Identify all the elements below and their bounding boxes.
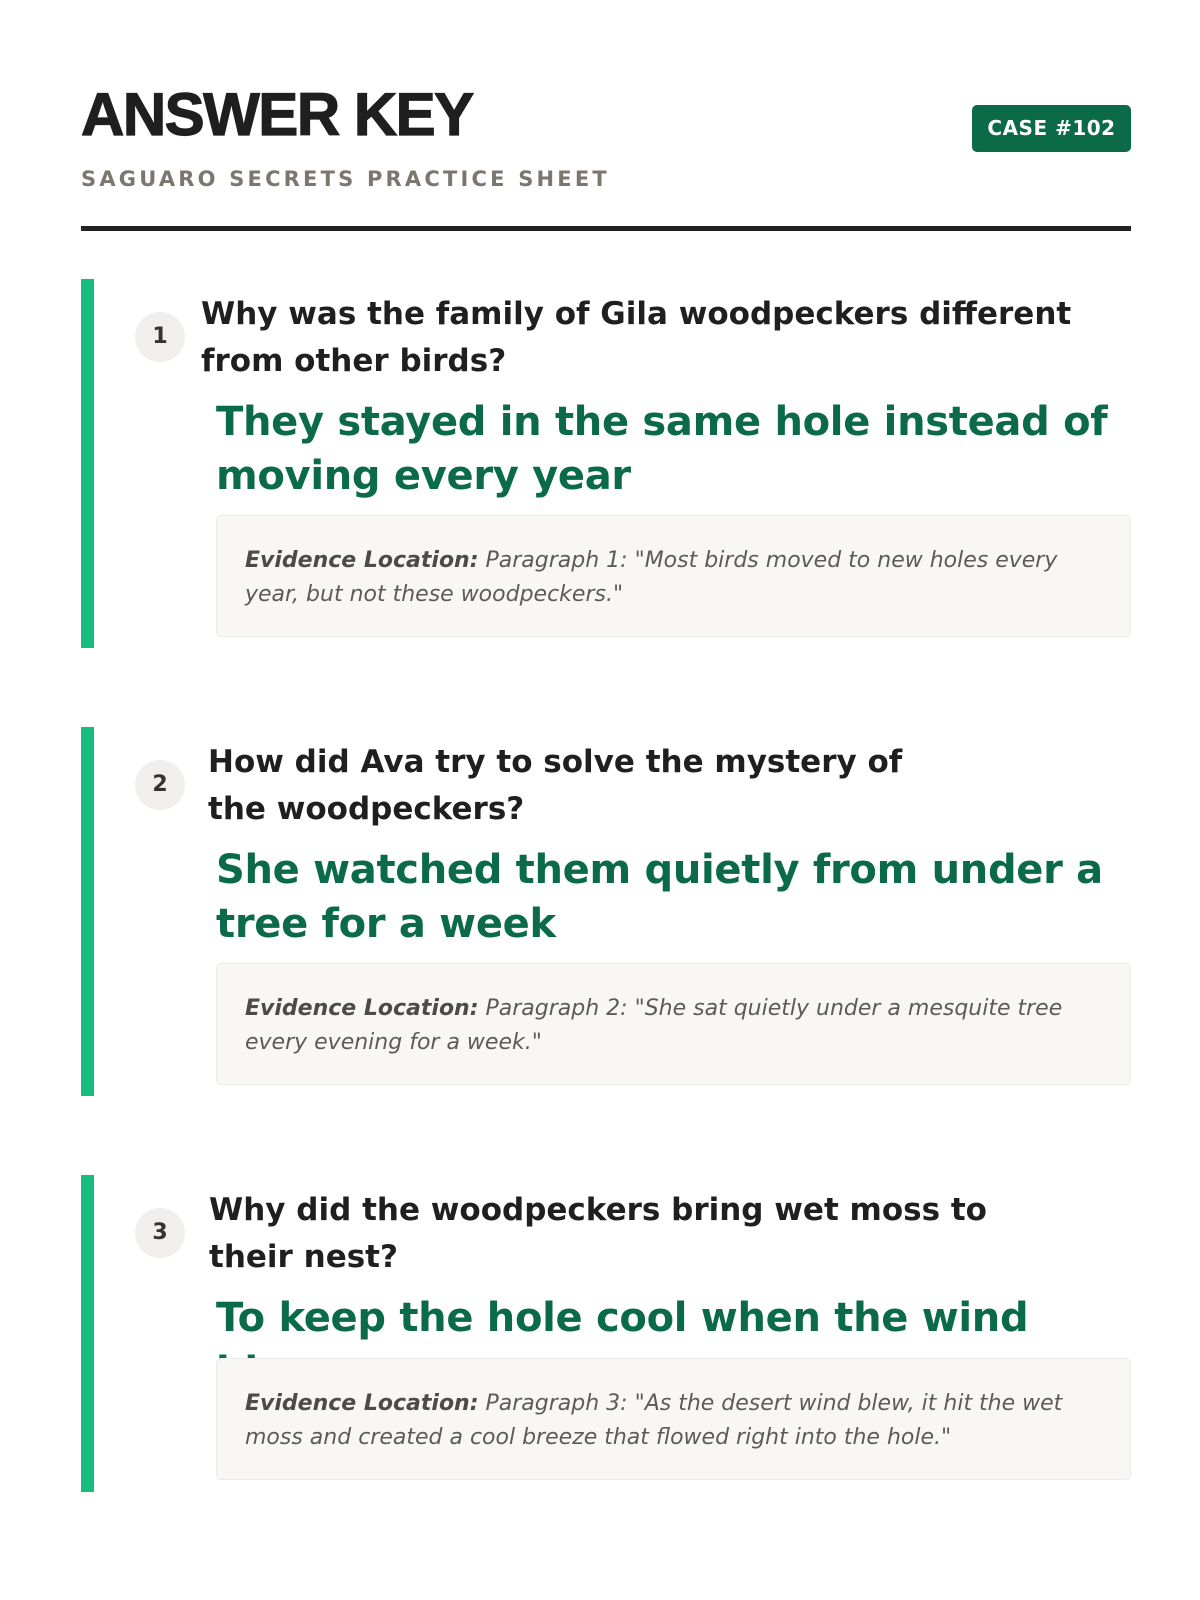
evidence-label: Evidence Location: — [245, 1391, 479, 1416]
question-block-3 — [81, 1175, 1131, 1492]
question-block-1 — [81, 279, 1131, 648]
evidence-box — [216, 515, 1131, 637]
header — [81, 81, 1131, 234]
evidence-label: Evidence Location: — [245, 548, 479, 573]
header-divider — [81, 226, 1131, 231]
evidence-text: Paragraph 2: "She sat quietly under a mesquite tree every evening for a week." — [245, 996, 1063, 1055]
question-text: How did Ava try to solve the mystery of the woodpeckers? — [208, 744, 903, 827]
evidence-label: Evidence Location: — [245, 996, 479, 1021]
question-number: 3 — [135, 1208, 185, 1258]
page-title: ANSWER KEY — [81, 81, 473, 148]
question-text: Why was the family of Gila woodpeckers different from other birds? — [201, 296, 1072, 379]
evidence-box — [216, 1358, 1131, 1480]
question-block-2 — [81, 727, 1131, 1096]
question-number: 2 — [135, 760, 185, 810]
accent-bar — [81, 279, 94, 648]
question-number: 1 — [135, 312, 185, 362]
answer-text: They stayed in the same hole instead of moving every year — [216, 399, 1108, 499]
evidence-text: Paragraph 1: "Most birds moved to new holes every year, but not these woodpeckers." — [245, 548, 1058, 607]
accent-bar — [81, 1175, 94, 1492]
answer-text: To keep the hole cool when the wind — [216, 1295, 1029, 1341]
case-badge: CASE #102 — [972, 105, 1131, 152]
question-text: Why did the woodpeckers bring wet moss to their nest? — [209, 1192, 987, 1275]
page-subtitle: SAGUARO SECRETS PRACTICE SHEET — [81, 167, 610, 191]
answer-text: She watched them quietly from under a tree for a week — [216, 847, 1103, 947]
evidence-box — [216, 963, 1131, 1085]
evidence-text: Paragraph 3: "As the desert wind blew, it hit the wet moss and created a cool breeze that flowed right into the hole." — [245, 1391, 1063, 1450]
accent-bar — [81, 727, 94, 1096]
